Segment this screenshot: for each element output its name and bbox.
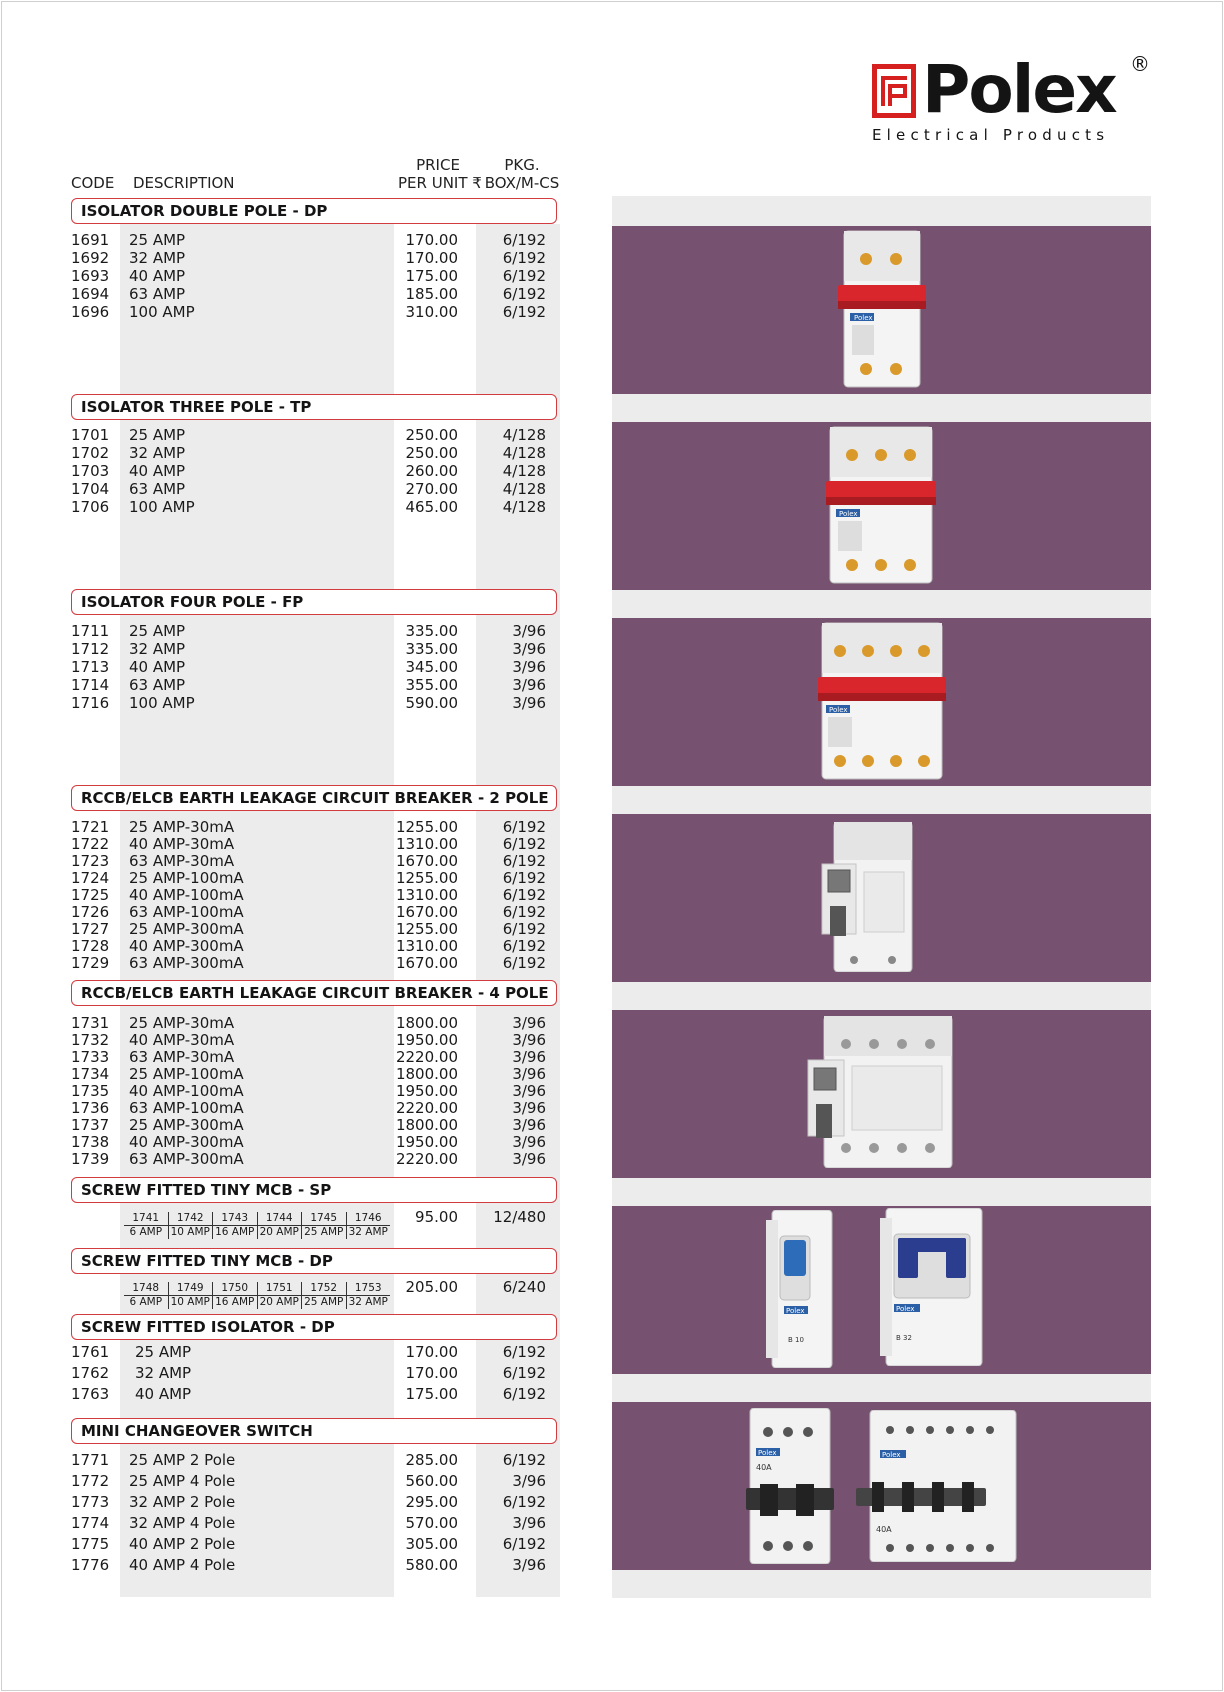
mcb-rating: 32 AMP: [348, 1226, 388, 1238]
rccb-2pole-image: [820, 822, 916, 972]
price: 95.00: [415, 1208, 458, 1226]
price: 2220.00: [395, 1099, 458, 1117]
code: 1723: [71, 852, 110, 870]
brand-small: Polex: [882, 1451, 901, 1459]
tiny-mcb-sp-image: [766, 1210, 836, 1368]
changeover-4pole-image: [856, 1410, 1020, 1562]
pkg: 3/96: [512, 1116, 546, 1134]
price: 1800.00: [395, 1014, 458, 1032]
pkg: 6/192: [502, 231, 546, 249]
code: 1706: [71, 498, 110, 516]
pkg: 3/96: [512, 1133, 546, 1151]
price: 345.00: [405, 658, 458, 676]
mcb-code: 1750: [213, 1282, 258, 1295]
isolator-fp-image: [818, 621, 946, 781]
price: 335.00: [405, 622, 458, 640]
pkg: 6/240: [502, 1278, 546, 1296]
pkg: 6/192: [502, 869, 546, 887]
pkg: 6/192: [502, 285, 546, 303]
mcb-code: 1752: [302, 1282, 347, 1295]
description: 25 AMP: [129, 426, 186, 444]
pkg: 3/96: [512, 1514, 546, 1532]
code: 1732: [71, 1031, 110, 1049]
code: 1771: [71, 1451, 110, 1469]
description: 40 AMP-300mA: [129, 1133, 244, 1151]
price: 170.00: [405, 1343, 458, 1361]
pkg: 6/192: [502, 835, 546, 853]
section-title: SCREW FITTED ISOLATOR - DP: [71, 1314, 557, 1340]
price: 1950.00: [395, 1031, 458, 1049]
pkg: 6/192: [502, 852, 546, 870]
mcb-rating: 25 AMP: [302, 1296, 347, 1309]
pkg: 6/192: [502, 267, 546, 285]
description: 25 AMP: [129, 622, 186, 640]
brand-small: Polex: [786, 1307, 805, 1315]
pkg: 3/96: [512, 676, 546, 694]
price: 570.00: [405, 1514, 458, 1532]
price: 1950.00: [395, 1082, 458, 1100]
description: 25 AMP-30mA: [129, 1014, 235, 1032]
description: 25 AMP-300mA: [129, 1116, 244, 1134]
description: 25 AMP: [129, 231, 186, 249]
code: 1701: [71, 426, 110, 444]
price: 175.00: [405, 1385, 458, 1403]
code: 1728: [71, 937, 110, 955]
code: 1692: [71, 249, 110, 267]
brand-tagline: Electrical Products: [872, 126, 1110, 144]
description: 25 AMP-100mA: [129, 869, 244, 887]
price: 270.00: [405, 480, 458, 498]
description: 32 AMP 4 Pole: [129, 1514, 236, 1532]
description: 63 AMP-30mA: [129, 852, 235, 870]
code: 1714: [71, 676, 110, 694]
pkg: 6/192: [502, 1493, 546, 1511]
mcb-rating: 6 AMP: [124, 1296, 169, 1309]
price: 1800.00: [395, 1116, 458, 1134]
code: 1774: [71, 1514, 110, 1532]
mcb-rating: 20 AMP: [258, 1296, 303, 1309]
pkg: 6/192: [502, 1451, 546, 1469]
description: 40 AMP: [129, 267, 186, 285]
description: 40 AMP 4 Pole: [129, 1556, 236, 1574]
header-description: DESCRIPTION: [133, 174, 235, 192]
price: 1310.00: [395, 937, 458, 955]
co-4p-rating: 40A: [876, 1525, 892, 1534]
pkg: 3/96: [512, 1065, 546, 1083]
price: 1670.00: [395, 903, 458, 921]
price: 260.00: [405, 462, 458, 480]
header-code: CODE: [71, 174, 115, 192]
header-price-2: PER UNIT ₹: [398, 174, 482, 192]
code: 1738: [71, 1133, 110, 1151]
price: 355.00: [405, 676, 458, 694]
mcb-rating: 10 AMP: [169, 1226, 214, 1239]
pkg: 6/192: [502, 1343, 546, 1361]
section-title: ISOLATOR FOUR POLE - FP: [71, 589, 557, 615]
description: 40 AMP-30mA: [129, 1031, 235, 1049]
price: 2220.00: [395, 1150, 458, 1168]
pkg: 6/192: [502, 303, 546, 321]
description: 63 AMP-30mA: [129, 1048, 235, 1066]
price: 1255.00: [395, 818, 458, 836]
code: 1776: [71, 1556, 110, 1574]
description: 25 AMP: [135, 1343, 192, 1361]
price: 170.00: [405, 249, 458, 267]
brand-small: Polex: [839, 510, 858, 518]
header-pkg-1: PKG.: [504, 156, 540, 174]
code: 1721: [71, 818, 110, 836]
price: 1800.00: [395, 1065, 458, 1083]
code: 1726: [71, 903, 110, 921]
price: 305.00: [405, 1535, 458, 1553]
description: 25 AMP 4 Pole: [129, 1472, 236, 1490]
code: 1773: [71, 1493, 110, 1511]
brand-small: Polex: [854, 314, 873, 322]
mcb-rating: 16 AMP: [213, 1296, 258, 1309]
brand-small: Polex: [829, 706, 848, 714]
description: 32 AMP: [129, 640, 186, 658]
description: 25 AMP 2 Pole: [129, 1451, 236, 1469]
description: 40 AMP-100mA: [129, 1082, 244, 1100]
mcb-code: 1743: [213, 1212, 258, 1225]
description: 40 AMP-30mA: [129, 835, 235, 853]
description: 25 AMP-300mA: [129, 920, 244, 938]
code: 1736: [71, 1099, 110, 1117]
code: 1733: [71, 1048, 110, 1066]
price: 335.00: [405, 640, 458, 658]
pkg: 4/128: [502, 480, 546, 498]
description: 32 AMP: [129, 444, 186, 462]
brand-name: Polex: [922, 51, 1116, 128]
mcb-rating: 10 AMP: [169, 1296, 214, 1309]
pkg: 3/96: [512, 1099, 546, 1117]
pkg: 3/96: [512, 1048, 546, 1066]
header-pkg-2: BOX/M-CS: [484, 174, 560, 192]
section-title: RCCB/ELCB EARTH LEAKAGE CIRCUIT BREAKER - 4 POLE: [71, 980, 557, 1006]
pkg: 6/192: [502, 954, 546, 972]
price: 560.00: [405, 1472, 458, 1490]
price: 590.00: [405, 694, 458, 712]
mcb-code: 1744: [258, 1212, 303, 1225]
price: 1310.00: [395, 886, 458, 904]
pkg: 3/96: [512, 1150, 546, 1168]
code: 1704: [71, 480, 110, 498]
pkg: 6/192: [502, 886, 546, 904]
code: 1762: [71, 1364, 110, 1382]
price: 170.00: [405, 231, 458, 249]
description: 40 AMP: [129, 658, 186, 676]
pkg: 3/96: [512, 640, 546, 658]
description: 63 AMP: [129, 480, 186, 498]
mcb-rating: 25 AMP: [302, 1226, 347, 1239]
brand-logo: [872, 51, 1152, 150]
pkg: 4/128: [502, 498, 546, 516]
code: 1739: [71, 1150, 110, 1168]
description: 32 AMP 2 Pole: [129, 1493, 236, 1511]
section-title: MINI CHANGEOVER SWITCH: [71, 1418, 557, 1444]
code: 1722: [71, 835, 110, 853]
pkg: 3/96: [512, 1556, 546, 1574]
price: 175.00: [405, 267, 458, 285]
code: 1716: [71, 694, 110, 712]
price: 295.00: [405, 1493, 458, 1511]
brand-small: Polex: [896, 1305, 915, 1313]
mcb-rating: 16 AMP: [213, 1226, 258, 1239]
code: 1693: [71, 267, 110, 285]
code: 1694: [71, 285, 110, 303]
price: 185.00: [405, 285, 458, 303]
description: 40 AMP-100mA: [129, 886, 244, 904]
price: 170.00: [405, 1364, 458, 1382]
pkg: 6/192: [502, 1385, 546, 1403]
mcb-code: 1745: [302, 1212, 347, 1225]
code: 1703: [71, 462, 110, 480]
description: 40 AMP-300mA: [129, 937, 244, 955]
code: 1725: [71, 886, 110, 904]
pkg: 6/192: [502, 1535, 546, 1553]
pkg: 4/128: [502, 462, 546, 480]
mcb-code: 1753: [354, 1282, 382, 1294]
code: 1727: [71, 920, 110, 938]
pkg: 3/96: [512, 1472, 546, 1490]
code: 1691: [71, 231, 110, 249]
price: 310.00: [405, 303, 458, 321]
pkg: 4/128: [502, 426, 546, 444]
co-2p-rating: 40A: [756, 1463, 772, 1472]
description: 40 AMP: [135, 1385, 192, 1403]
description: 63 AMP-100mA: [129, 903, 244, 921]
price: 1310.00: [395, 835, 458, 853]
code: 1713: [71, 658, 110, 676]
price: 205.00: [405, 1278, 458, 1296]
code: 1702: [71, 444, 110, 462]
code: 1711: [71, 622, 110, 640]
logo-mark-icon: [872, 64, 916, 118]
description: 63 AMP-100mA: [129, 1099, 244, 1117]
price: 465.00: [405, 498, 458, 516]
code: 1775: [71, 1535, 110, 1553]
pkg: 6/192: [502, 920, 546, 938]
price: 580.00: [405, 1556, 458, 1574]
description: 63 AMP: [129, 285, 186, 303]
price: 285.00: [405, 1451, 458, 1469]
pkg: 3/96: [512, 658, 546, 676]
code: 1696: [71, 303, 110, 321]
pkg: 6/192: [502, 937, 546, 955]
code: 1772: [71, 1472, 110, 1490]
description: 25 AMP-30mA: [129, 818, 235, 836]
tiny-mcb-dp-image: [880, 1208, 986, 1366]
code: 1734: [71, 1065, 110, 1083]
section-title: RCCB/ELCB EARTH LEAKAGE CIRCUIT BREAKER - 2 POLE: [71, 785, 557, 811]
code: 1731: [71, 1014, 110, 1032]
description: 40 AMP 2 Pole: [129, 1535, 236, 1553]
description: 32 AMP: [135, 1364, 192, 1382]
mcb-sp-rating: B 10: [788, 1336, 804, 1344]
mcb-code: 1742: [169, 1212, 214, 1225]
mcb-code: 1751: [258, 1282, 303, 1295]
mcb-dp-code-table: [124, 1282, 390, 1309]
price: 250.00: [405, 426, 458, 444]
pkg: 12/480: [493, 1208, 546, 1226]
mcb-code: 1749: [169, 1282, 214, 1295]
pkg: 4/128: [502, 444, 546, 462]
code: 1724: [71, 869, 110, 887]
pkg: 6/192: [502, 818, 546, 836]
pkg: 3/96: [512, 694, 546, 712]
mcb-code: 1748: [124, 1282, 169, 1295]
price: 1255.00: [395, 869, 458, 887]
brand-small: Polex: [758, 1449, 777, 1457]
isolator-tp-image: [826, 425, 936, 585]
section-title: SCREW FITTED TINY MCB - SP: [71, 1177, 557, 1203]
price: 1670.00: [395, 852, 458, 870]
code: 1729: [71, 954, 110, 972]
mcb-code: 1741: [124, 1212, 169, 1225]
section-title: ISOLATOR THREE POLE - TP: [71, 394, 557, 420]
pkg: 3/96: [512, 1082, 546, 1100]
description: 40 AMP: [129, 462, 186, 480]
pkg: 6/192: [502, 249, 546, 267]
section-title: SCREW FITTED TINY MCB - DP: [71, 1248, 557, 1274]
pkg: 3/96: [512, 622, 546, 640]
mcb-rating: 20 AMP: [258, 1226, 303, 1239]
price: 2220.00: [395, 1048, 458, 1066]
mcb-code: 1746: [354, 1212, 382, 1224]
header-price-1: PRICE: [416, 156, 460, 174]
pkg: 6/192: [502, 903, 546, 921]
price: 250.00: [405, 444, 458, 462]
description: 63 AMP-300mA: [129, 1150, 244, 1168]
section-title: ISOLATOR DOUBLE POLE - DP: [71, 198, 557, 224]
pkg: 3/96: [512, 1031, 546, 1049]
isolator-dp-image: [838, 229, 926, 389]
price: 1670.00: [395, 954, 458, 972]
code: 1712: [71, 640, 110, 658]
changeover-2pole-image: [746, 1408, 834, 1564]
code: 1763: [71, 1385, 110, 1403]
description: 100 AMP: [129, 694, 195, 712]
mcb-dp-rating: B 32: [896, 1334, 912, 1342]
mcb-sp-code-table: [124, 1212, 390, 1239]
pkg: 6/192: [502, 1364, 546, 1382]
registered-mark: ®: [1130, 52, 1150, 76]
mcb-rating: 32 AMP: [348, 1296, 388, 1308]
rccb-4pole-image: [806, 1016, 956, 1168]
description: 25 AMP-100mA: [129, 1065, 244, 1083]
price: 1255.00: [395, 920, 458, 938]
code: 1761: [71, 1343, 110, 1361]
mcb-rating: 6 AMP: [124, 1226, 169, 1239]
pkg: 3/96: [512, 1014, 546, 1032]
description: 100 AMP: [129, 303, 195, 321]
description: 100 AMP: [129, 498, 195, 516]
code: 1737: [71, 1116, 110, 1134]
description: 32 AMP: [129, 249, 186, 267]
price: 1950.00: [395, 1133, 458, 1151]
description: 63 AMP-300mA: [129, 954, 244, 972]
code: 1735: [71, 1082, 110, 1100]
description: 63 AMP: [129, 676, 186, 694]
